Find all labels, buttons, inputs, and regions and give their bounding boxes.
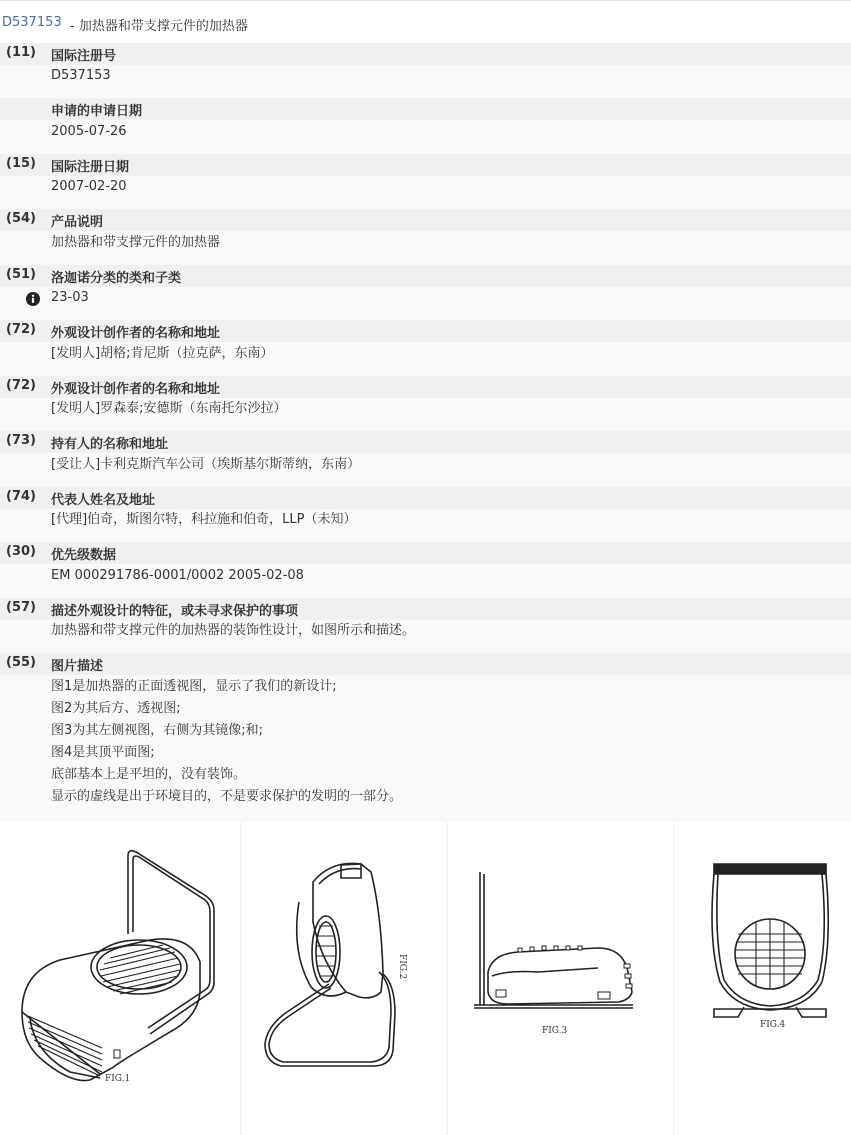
section-header [0,265,851,287]
figure-2[interactable] [240,822,444,1135]
inid-code: (54) [6,211,36,226]
section-value: [受让人]卡利克斯汽车公司（埃斯基尔斯蒂纳，东南） [51,457,361,472]
inid-code: (15) [6,156,36,171]
inid-code: (51) [6,267,36,282]
section-value: D537153 [51,68,111,83]
section-body [0,398,851,431]
inid-code: (72) [6,378,36,393]
section-value: 加热器和带支撑元件的加热器 [51,235,221,250]
section-label: 申请的申请日期 [51,104,143,119]
figure-4-drawing [674,822,851,1135]
section-header [0,209,851,231]
section-header [0,487,851,509]
section-value: [代理]伯奇，斯图尔特，科拉施和伯奇，LLP（未知） [51,512,357,527]
figure-2-drawing [241,822,444,1135]
section-header [0,320,851,342]
section-header [0,376,851,398]
design-id-link[interactable]: D537153 [2,15,62,30]
section-body [0,453,851,487]
section-header [0,542,851,564]
figure-caption: FIG.3 [542,1026,568,1036]
inid-code: (55) [6,655,36,670]
section-body [0,675,851,822]
section-header [0,653,851,675]
figure-caption: FIG.4 [760,1020,786,1030]
section-label: 代表人姓名及地址 [51,493,156,508]
section-label: 持有人的名称和地址 [51,437,169,452]
section-value-line: 图4是其顶平面图; [51,745,155,760]
inid-code: (11) [6,45,36,60]
inid-code: (74) [6,489,36,504]
section-header [0,431,851,453]
section-label: 外观设计创作者的名称和地址 [51,382,221,397]
section-body [0,342,851,376]
figure-4[interactable] [673,822,851,1135]
section-label: 国际注册日期 [51,160,130,175]
figure-caption: FIG.2 [397,954,407,980]
info-circle-icon[interactable] [26,291,40,305]
section-body [0,620,851,653]
section-label: 外观设计创作者的名称和地址 [51,326,221,341]
inid-code: (72) [6,322,36,337]
section-label: 描述外观设计的特征，或未寻求保护的事项 [51,604,299,619]
section-body [0,65,851,98]
figure-1[interactable] [0,822,236,1135]
inid-code: (73) [6,433,36,448]
section-body [0,231,851,265]
section-header [0,43,851,65]
section-body [0,120,851,154]
figure-1-drawing [0,822,236,1135]
figure-gallery [0,822,851,1135]
title-bar [0,0,851,43]
figure-3-drawing [448,822,670,1135]
section-label: 洛迦诺分类的类和子类 [51,271,182,286]
section-value-line: 图1是加热器的正面透视图，显示了我们的新设计; [51,679,337,694]
section-header [0,598,851,620]
section-label: 图片描述 [51,659,104,674]
section-value: EM 000291786-0001/0002 2005-02-08 [51,568,304,583]
figure-caption: FIG.1 [105,1074,131,1084]
section-value: 23-03 [51,290,89,305]
section-label: 产品说明 [51,215,104,230]
section-value: 加热器和带支撑元件的加热器的装饰性设计，如图所示和描述。 [51,623,416,638]
section-header [0,154,851,176]
section-body [0,287,851,320]
inid-code: (30) [6,544,36,559]
section-label: 国际注册号 [51,49,117,64]
section-value-line: 底部基本上是平坦的，没有装饰。 [51,767,247,782]
section-value: 2007-02-20 [51,179,127,194]
section-body [0,176,851,209]
section-body [0,509,851,542]
section-header [0,98,851,120]
section-body [0,564,851,598]
section-label: 优先级数据 [51,548,117,563]
section-value: [发明人]胡格;肯尼斯（拉克萨，东南） [51,346,274,361]
section-value-line: 显示的虚线是出于环境目的，不是要求保护的发明的一部分。 [51,789,403,804]
page-title: - 加热器和带支撑元件的加热器 [70,19,248,34]
section-value-line: 图3为其左侧视图，右侧为其镜像;和; [51,723,264,738]
section-value-line: 图2为其后方、透视图; [51,701,181,716]
section-value: [发明人]罗森泰;安德斯（东南托尔沙拉） [51,401,287,416]
section-value: 2005-07-26 [51,124,127,139]
figure-3[interactable] [447,822,670,1135]
inid-code: (57) [6,600,36,615]
